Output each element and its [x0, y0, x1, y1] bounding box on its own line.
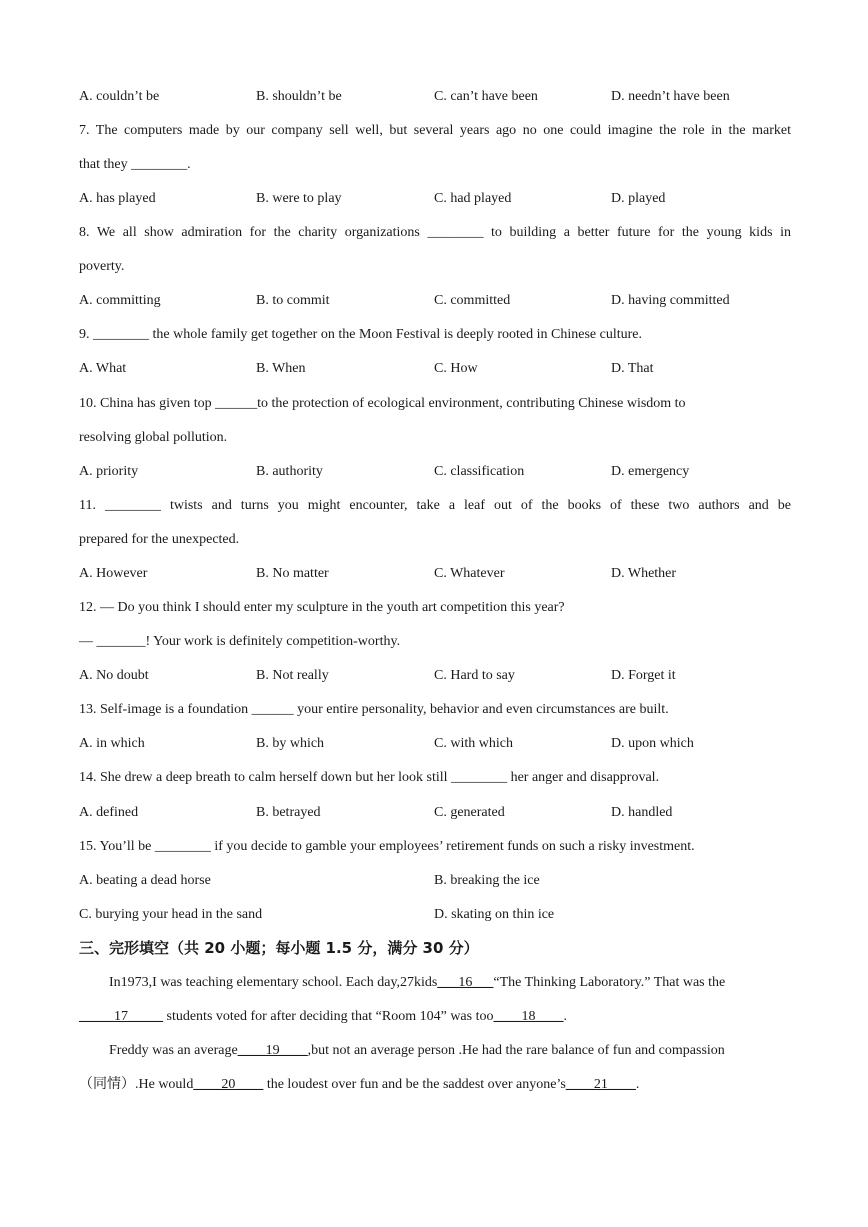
passage-p2-line2	[79, 1076, 639, 1094]
q8-stem-line2: poverty.	[79, 259, 125, 274]
q7-stem-line1: 7. The computers made by our company sell well, but several years ago no one could imagine the role in the market	[79, 123, 791, 138]
q10-option-d: D. emergency	[611, 464, 690, 479]
q12-stem-line2: — _______! Your work is definitely competition-worthy.	[79, 634, 401, 649]
q14-option-a: A. defined	[79, 805, 139, 820]
q11-stem-line1: 11. ________ twists and turns you might encounter, take a leaf out of the books of these two authors and be	[79, 498, 791, 513]
q11-option-d: D. Whether	[611, 566, 677, 581]
q15-option-d: D. skating on thin ice	[434, 907, 555, 922]
q14-option-c: C. generated	[434, 805, 505, 820]
q7-stem-line2: that they ________.	[79, 157, 191, 172]
q8-option-a: A. committing	[79, 293, 161, 308]
q6-option-d: D. needn’t have been	[611, 89, 730, 104]
q9-option-d: D. That	[611, 361, 654, 376]
blank-19: ____19____	[237, 1043, 308, 1058]
passage-text: （同情）.He would	[79, 1077, 194, 1092]
q10-option-c: C. classification	[434, 464, 525, 479]
q9-option-c: C. How	[434, 361, 478, 376]
blank-17: _____17_____	[79, 1009, 163, 1024]
q9-stem: 9. ________ the whole family get together on the Moon Festival is deeply rooted in Chinese culture.	[79, 327, 643, 342]
q7-option-d: D. played	[611, 191, 666, 206]
q12-option-a: A. No doubt	[79, 668, 149, 683]
q14-option-d: D. handled	[611, 805, 673, 820]
q6-option-a: A. couldn’t be	[79, 89, 160, 104]
q8-option-c: C. committed	[434, 293, 511, 308]
q11-option-b: B. No matter	[256, 566, 329, 581]
passage-text: the loudest over fun and be the saddest over anyone’s	[263, 1077, 566, 1092]
q13-stem: 13. Self-image is a foundation ______ your entire personality, behavior and even circumstances are built.	[79, 702, 669, 717]
blank-21: ____21____	[565, 1077, 636, 1092]
q9-option-a: A. What	[79, 361, 127, 376]
passage-text: ,but not an average person .He had the rare balance of fun and compassion	[307, 1043, 725, 1058]
q15-option-c: C. burying your head in the sand	[79, 907, 263, 922]
q15-option-a: A. beating a dead horse	[79, 873, 211, 888]
q10-option-a: A. priority	[79, 464, 139, 479]
q7-option-a: A. has played	[79, 191, 156, 206]
q13-option-b: B. by which	[256, 736, 325, 751]
passage-text: Freddy was an average	[109, 1043, 238, 1058]
q10-option-b: B. authority	[256, 464, 323, 479]
section-heading: 三、完形填空（共 20 小题；每小题 1.5 分，满分 30 分）	[79, 939, 479, 957]
q8-option-d: D. having committed	[611, 293, 730, 308]
q13-option-d: D. upon which	[611, 736, 694, 751]
q12-option-b: B. Not really	[256, 668, 329, 683]
passage-text: .	[563, 1009, 567, 1024]
q8-option-b: B. to commit	[256, 293, 330, 308]
q10-stem-line2: resolving global pollution.	[79, 430, 228, 445]
passage-text: .	[635, 1077, 640, 1092]
q11-option-a: A. However	[79, 566, 148, 581]
q12-option-d: D. Forget it	[611, 668, 676, 683]
passage-text: “The Thinking Laboratory.” That was the	[493, 975, 726, 990]
q10-stem-line1: 10. China has given top ______to the protection of ecological environment, contributing Chinese wisdom to	[79, 396, 686, 411]
q14-option-b: B. betrayed	[256, 805, 321, 820]
q12-stem-line1: 12. — Do you think I should enter my sculpture in the youth art competition this year?	[79, 600, 565, 615]
blank-16: ___16___	[437, 975, 494, 990]
q13-option-a: A. in which	[79, 736, 145, 751]
q13-option-c: C. with which	[434, 736, 513, 751]
passage-p2-line1	[109, 1042, 725, 1060]
blank-18: ____18____	[493, 1009, 564, 1024]
passage-p1-line2	[79, 1008, 567, 1026]
q7-option-c: C. had played	[434, 191, 512, 206]
q7-option-b: B. were to play	[256, 191, 342, 206]
q14-stem: 14. She drew a deep breath to calm herself down but her look still ________ her anger and disapproval.	[79, 770, 660, 785]
q6-option-c: C. can’t have been	[434, 89, 538, 104]
passage-p1-line1	[109, 974, 725, 992]
q12-option-c: C. Hard to say	[434, 668, 515, 683]
q9-option-b: B. When	[256, 361, 306, 376]
q11-stem-line2: prepared for the unexpected.	[79, 532, 240, 547]
q15-stem: 15. You’ll be ________ if you decide to gamble your employees’ retirement funds on such a risky investment.	[79, 839, 695, 854]
q6-option-b: B. shouldn’t be	[256, 89, 342, 104]
blank-20: ____20____	[193, 1077, 264, 1092]
q8-stem-line1: 8. We all show admiration for the charity organizations ________ to building a better future for the young kids in	[79, 225, 791, 240]
passage-text: In1973,I was teaching elementary school. Each day,27kids	[109, 975, 438, 990]
q15-option-b: B. breaking the ice	[434, 873, 540, 888]
q11-option-c: C. Whatever	[434, 566, 505, 581]
passage-text: students voted for after deciding that “Room 104” was too	[163, 1009, 494, 1024]
